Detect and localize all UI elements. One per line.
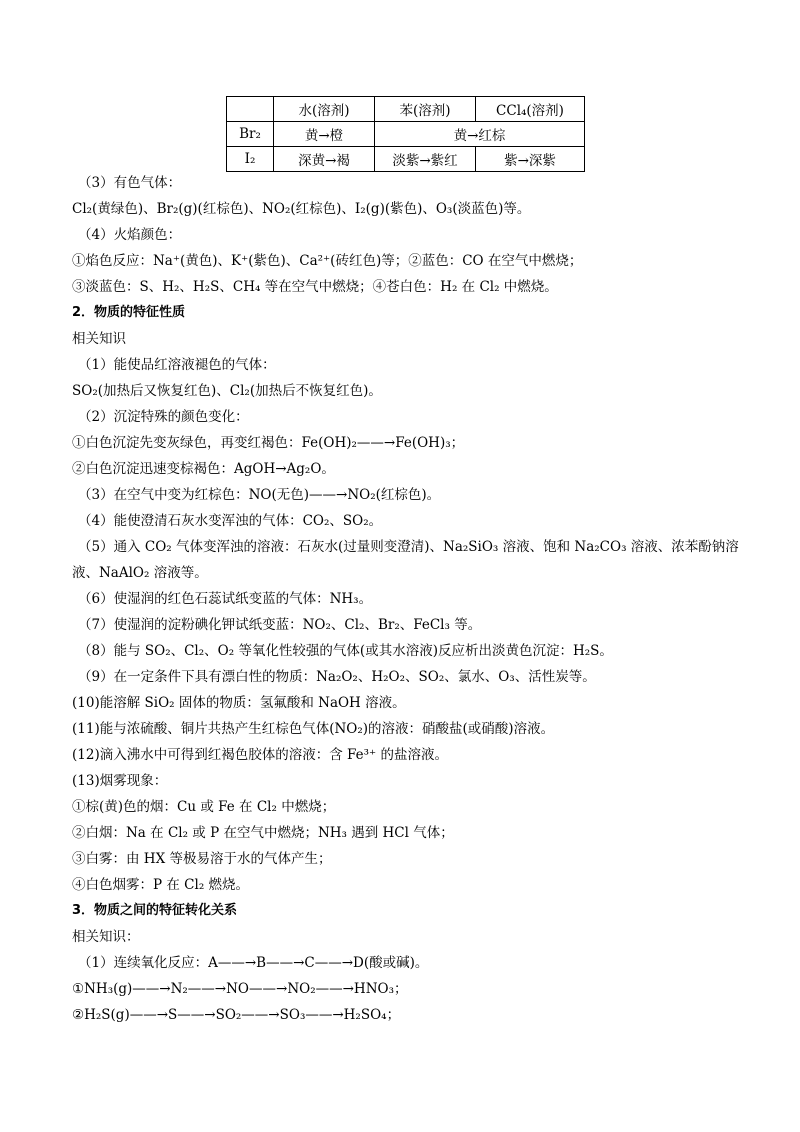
text-line: （9）在一定条件下具有漂白性的物质：Na₂O₂、H₂O₂、SO₂、氯水、O₃、活性炭等。: [78, 669, 596, 685]
table-corner-cell: [227, 97, 274, 122]
text-line: ①焰色反应：Na⁺(黄色)、K⁺(紫色)、Ca²⁺(砖红色)等；②蓝色：CO 在空气中燃烧；: [72, 253, 583, 269]
table-cell: 黄→橙: [274, 122, 375, 147]
table-cell: 黄→红棕: [375, 122, 585, 147]
text-line: ②H₂S(g)——→S——→SO₂——→SO₃——→H₂SO₄；: [72, 1007, 401, 1023]
text-line: (10)能溶解 SiO₂ 固体的物质：氢氟酸和 NaOH 溶液。: [72, 695, 406, 711]
text-line: (12)滴入沸水中可得到红褐色胶体的溶液：含 Fe³⁺ 的盐溶液。: [72, 747, 448, 763]
subheading: （3）有色气体：: [78, 175, 182, 191]
text-line: ③白雾：由 HX 等极易溶于水的气体产生；: [72, 851, 332, 867]
text-line: Cl₂(黄绿色)、Br₂(g)(红棕色)、NO₂(红棕色)、I₂(g)(紫色)、O₃(淡蓝色)等。: [72, 201, 531, 217]
text-line: ①棕(黄)色的烟：Cu 或 Fe 在 Cl₂ 中燃烧；: [72, 799, 336, 815]
table-cell: 紫→深紫: [476, 147, 585, 172]
row-label: Br₂: [227, 122, 274, 147]
solvent-color-table: [226, 96, 585, 172]
text-line: （4）能使澄清石灰水变浑浊的气体：CO₂、SO₂。: [78, 513, 383, 529]
document-body: [72, 170, 739, 1028]
table-header-row: [227, 97, 585, 122]
text-line: 相关知识：: [72, 929, 140, 945]
section-heading: 3．物质之间的特征转化关系: [72, 903, 238, 918]
table-row: [227, 147, 585, 172]
subheading: （1）连续氧化反应：A——→B——→C——→D(酸或碱)。: [78, 955, 429, 971]
table-row: [227, 122, 585, 147]
subheading: （4）火焰颜色：: [78, 227, 182, 243]
section-heading: 2．物质的特征性质: [72, 305, 186, 320]
text-line: 液、NaAlO₂ 溶液等。: [72, 565, 208, 581]
text-line: （8）能与 SO₂、Cl₂、O₂ 等氧化性较强的气体(或其水溶液)反应析出淡黄色沉淀：H₂S。: [78, 643, 613, 659]
table-header-cell: 苯(溶剂): [375, 97, 476, 122]
text-line: （6）使湿润的红色石蕊试纸变蓝的气体：NH₃。: [78, 591, 373, 607]
subheading: （1）能使品红溶液褪色的气体：: [78, 357, 276, 373]
text-line: （3）在空气中变为红棕色：NO(无色)——→NO₂(红棕色)。: [78, 487, 441, 503]
table-cell: 淡紫→紫红: [375, 147, 476, 172]
text-line: （5）通入 CO₂ 气体变浑浊的溶液：石灰水(过量则变澄清)、Na₂SiO₃ 溶液、饱和 Na₂CO₃ 溶液、浓苯酚钠溶: [78, 539, 739, 555]
text-line: SO₂(加热后又恢复红色)、Cl₂(加热后不恢复红色)。: [72, 383, 382, 399]
text-line: (11)能与浓硫酸、铜片共热产生红棕色气体(NO₂)的溶液：硝酸盐(或硝酸)溶液。: [72, 721, 555, 737]
text-line: （7）使湿润的淀粉碘化钾试纸变蓝：NO₂、Cl₂、Br₂、FeCl₃ 等。: [78, 617, 482, 633]
table-cell: 深黄→褐: [274, 147, 375, 172]
text-line: 相关知识: [72, 331, 126, 347]
text-line: ①白色沉淀先变灰绿色，再变红褐色：Fe(OH)₂——→Fe(OH)₃；: [72, 435, 465, 451]
text-line: ②白色沉淀迅速变棕褐色：AgOH→Ag₂O。: [72, 461, 335, 477]
text-line: ①NH₃(g)——→N₂——→NO——→NO₂——→HNO₃；: [72, 981, 408, 997]
table-header-cell: 水(溶剂): [274, 97, 375, 122]
subheading: （2）沉淀特殊的颜色变化：: [78, 409, 249, 425]
text-line: ④白色烟雾：P 在 Cl₂ 燃烧。: [72, 877, 250, 893]
text-line: ③淡蓝色：S、H₂、H₂S、CH₄ 等在空气中燃烧；④苍白色：H₂ 在 Cl₂ 中燃烧。: [72, 279, 558, 295]
table-header-cell: CCl₄(溶剂): [476, 97, 585, 122]
row-label: I₂: [227, 147, 274, 172]
text-line: (13)烟雾现象：: [72, 773, 168, 789]
text-line: ②白烟：Na 在 Cl₂ 或 P 在空气中燃烧；NH₃ 遇到 HCl 气体；: [72, 825, 454, 841]
